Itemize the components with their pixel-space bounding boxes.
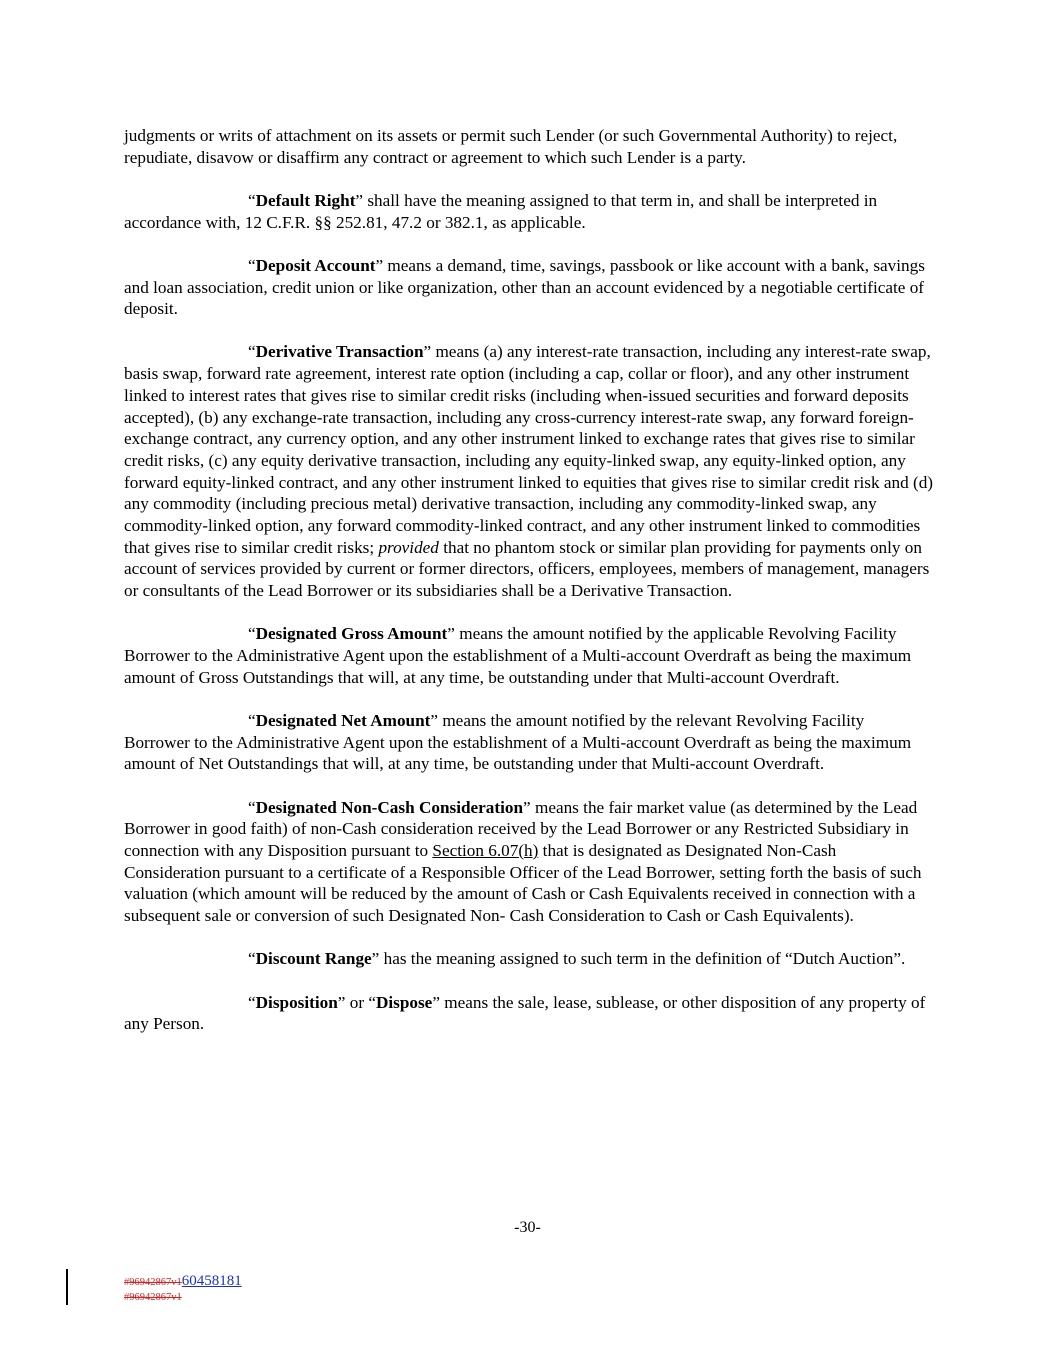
defined-term: Designated Net Amount <box>255 710 431 730</box>
definition-text: ” means the fair market value (as determined by the Lead Borrower in good faith) of non-Cash consideration received by the Lead Borrower or any Restricted Subsidiary in connection with any Disposition pursuant to <box>124 797 918 860</box>
deleted-document-id-2: #96942867v1 <box>124 1292 182 1303</box>
quote-open: “ <box>248 342 256 362</box>
definition-text-continued: that is designated as Designated Non-Cash Consideration pursuant to a certificate of a Responsible Officer of the Lead Borrower, setting forth the basis of such valuation (which amount will be reduced by the amount of Cash or Cash Equivalents received in connection with a subsequent sale or conversion of such Designated Non- Cash Consideration to Cash or Cash Equivalents). <box>124 840 922 926</box>
defined-term-alt: Dispose <box>375 992 433 1012</box>
defined-term: Designated Gross Amount <box>255 624 448 644</box>
inserted-document-id: 60458181 <box>181 1273 242 1289</box>
definition-discount-range <box>124 948 934 970</box>
definition-deposit-account <box>124 255 934 320</box>
definition-default-right <box>124 190 934 233</box>
definition-text: ” means the amount notified by the applicable Revolving Facility Borrower to the Administrative Agent upon the establishment of a Multi-account Overdraft as being the maximum amount of Gross Outstandings that will, at any time, be outstanding under that Multi-account Overdraft. <box>124 624 912 687</box>
defined-term: Default Right <box>255 190 356 210</box>
definition-text: ” means the sale, lease, sublease, or other disposition of any property of any Person. <box>124 992 926 1034</box>
definition-text: ” shall have the meaning assigned to that term in, and shall be interpreted in accordance with, 12 C.F.R. §§ 252.81, 47.2 or 382.1, as applicable. <box>124 190 878 232</box>
revision-change-bar <box>66 1269 68 1305</box>
definition-text: ” has the meaning assigned to such term in the definition of “Dutch Auction”. <box>371 949 906 969</box>
italic-proviso: provided <box>378 537 439 557</box>
term-separator: ” or “ <box>337 992 376 1012</box>
definition-text: ” means the amount notified by the relevant Revolving Facility Borrower to the Administrative Agent upon the establishment of a Multi-account Overdraft as being the maximum amount of Net Outstandings that will, at any time, be outstanding under that Multi-account Overdraft. <box>124 710 912 774</box>
definition-text: ” means (a) any interest-rate transaction, including any interest-rate swap, basis swap, forward rate agreement, interest rate option (including a cap, collar or floor), and any other instrument linked to interest rates that gives rise to similar credit risks (including when-issued securities and forward deposits accepted), (b) any exchange-rate transaction, including any cross-currency interest-rate swap, any forward foreign-exchange contract, any currency option, and any other instrument linked to exchange rates that gives rise to similar credit risks, (c) any equity derivative transaction, including any equity-linked swap, any equity-linked option, any forward equity-linked contract, and any other instrument linked to equities that gives rise to similar credit risk and (d) any commodity (including precious metal) derivative transaction, including any commodity-linked swap, any commodity-linked option, any forward commodity-linked contract, and any other instrument linked to commodities that gives rise to similar credit risks; <box>124 342 934 557</box>
section-cross-reference: Section 6.07(h) <box>432 840 539 860</box>
quote-open: “ <box>248 797 256 817</box>
definition-text-continued: that no phantom stock or similar plan providing for payments only on account of services provided by current or former directors, officers, employees, members of management, managers or consultants of the Lead Borrower or its subsidiaries shall be a Derivative Transaction. <box>124 537 930 601</box>
quote-open: “ <box>248 949 256 969</box>
paragraph-text: judgments or writs of attachment on its assets or permit such Lender (or such Governmental Authority) to reject, repudiate, disavow or disaffirm any contract or agreement to which such Lender is a party. <box>124 126 898 167</box>
definition-derivative-transaction <box>124 341 934 601</box>
definition-text: ” means a demand, time, savings, passbook or like account with a bank, savings and loan association, credit union or like organization, other than an account evidenced by a negotiable certificate of deposit. <box>124 255 925 319</box>
quote-open: “ <box>248 992 256 1012</box>
defined-term: Derivative Transaction <box>255 342 424 362</box>
quote-open: “ <box>248 624 256 644</box>
document-body <box>124 125 934 1056</box>
defined-term: Discount Range <box>255 949 372 969</box>
definition-designated-gross-amount <box>124 623 934 688</box>
deleted-document-id: #96942867v1 <box>124 1277 182 1288</box>
defined-term: Designated Non-Cash Consideration <box>255 797 524 817</box>
paragraph-continuation <box>124 125 934 168</box>
defined-term: Deposit Account <box>255 255 376 275</box>
page-number: -30- <box>514 1219 541 1236</box>
document-id-footer <box>124 1272 242 1305</box>
quote-open: “ <box>248 255 256 275</box>
definition-designated-non-cash-consideration <box>124 797 934 927</box>
definition-disposition <box>124 992 934 1035</box>
quote-open: “ <box>248 710 256 730</box>
definition-designated-net-amount <box>124 710 934 775</box>
quote-open: “ <box>248 190 256 210</box>
defined-term: Disposition <box>255 992 338 1012</box>
